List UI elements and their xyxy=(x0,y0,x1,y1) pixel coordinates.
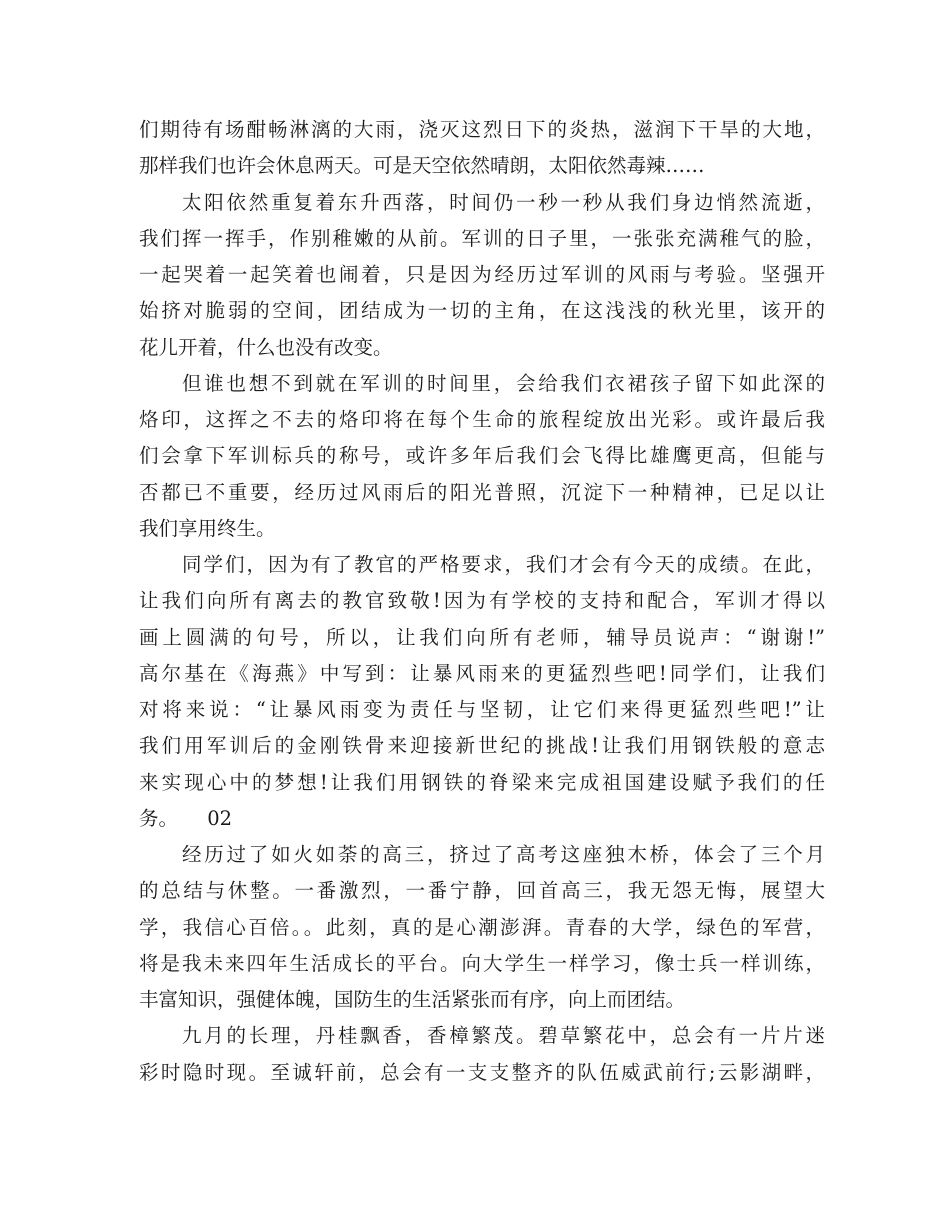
text-line: 们期待有场酣畅淋漓的大雨，浇灭这烈日下的炎热，滋润下干旱的大地， xyxy=(139,118,825,141)
text-line: 让我们向所有离去的教官致敬!因为有学校的支持和配合，军训才得以 xyxy=(139,589,825,613)
text-line: 来实现心中的梦想!让我们用钢铁的脊梁来完成祖国建设赋予我们的任 xyxy=(139,770,825,794)
text-line: 烙印，这挥之不去的烙印将在每个生命的旅程绽放出光彩。或许最后我 xyxy=(139,408,825,431)
text-line: 将是我未来四年生活成长的平台。向大学生一样学习，像士兵一样训练， xyxy=(139,951,825,975)
text-line: 彩时隐时现。至诚轩前，总会有一支支整齐的队伍威武前行;云影湖畔， xyxy=(139,1060,825,1084)
text-line: 我们挥一挥手，作别稚嫩的从前。军训的日子里，一张张充满稚气的脸， xyxy=(139,226,825,250)
text-line: 务。 02 xyxy=(139,806,233,830)
text-line: 学，我信心百倍。。此刻，真的是心潮澎湃。青春的大学，绿色的军营， xyxy=(139,915,825,939)
text-line: 画上圆满的句号，所以，让我们向所有老师，辅导员说声：“谢谢!” xyxy=(139,625,825,649)
text-line: 对将来说：“让暴风雨变为责任与坚韧，让它们来得更猛烈些吧!”让 xyxy=(139,698,825,721)
text-line: 一起哭着一起笑着也闹着，只是因为经历过军训的风雨与考验。坚强开 xyxy=(139,263,825,286)
paragraph-first-line: 九月的长理，丹桂飘香，香樟繁茂。碧草繁花中，总会有一片片迷 xyxy=(182,1024,825,1048)
text-line: 我们享用终生。 xyxy=(139,516,276,540)
text-line: 那样我们也许会休息两天。可是天空依然晴朗，太阳依然毒辣…… xyxy=(139,154,705,178)
paragraph-first-line: 经历过了如火如荼的高三，挤过了高考这座独木桥，体会了三个月 xyxy=(182,843,825,866)
text-line: 否都已不重要，经历过风雨后的阳光普照，沉淀下一种精神，已足以让 xyxy=(139,480,825,504)
text-line: 始挤对脆弱的空间，团结成为一切的主角，在这浅浅的秋光里，该开的 xyxy=(139,299,825,323)
text-line: 我们用军训后的金刚铁骨来迎接新世纪的挑战!让我们用钢铁般的意志 xyxy=(139,734,825,758)
text-line: 们会拿下军训标兵的称号，或许多年后我们会飞得比雄鹰更高，但能与 xyxy=(139,444,825,468)
text-line: 的总结与休整。一番激烈，一番宁静，回首高三，我无怨无悔，展望大 xyxy=(139,879,825,903)
paragraph-first-line: 同学们，因为有了教官的严格要求，我们才会有今天的成绩。在此， xyxy=(182,553,825,576)
text-line: 丰富知识，强健体魄，国防生的生活紧张而有序，向上而团结。 xyxy=(139,988,686,1011)
paragraph-first-line: 太阳依然重复着东升西落，时间仍一秒一秒从我们身边悄然流逝， xyxy=(182,190,825,214)
paragraph-first-line: 但谁也想不到就在军训的时间里，会给我们衣裙孩子留下如此深的 xyxy=(182,371,825,395)
text-line: 高尔基在《海燕》中写到：让暴风雨来的更猛烈些吧!同学们，让我们 xyxy=(139,661,825,685)
body-text xyxy=(139,112,825,1091)
text-line: 花儿开着，什么也没有改变。 xyxy=(139,335,393,359)
